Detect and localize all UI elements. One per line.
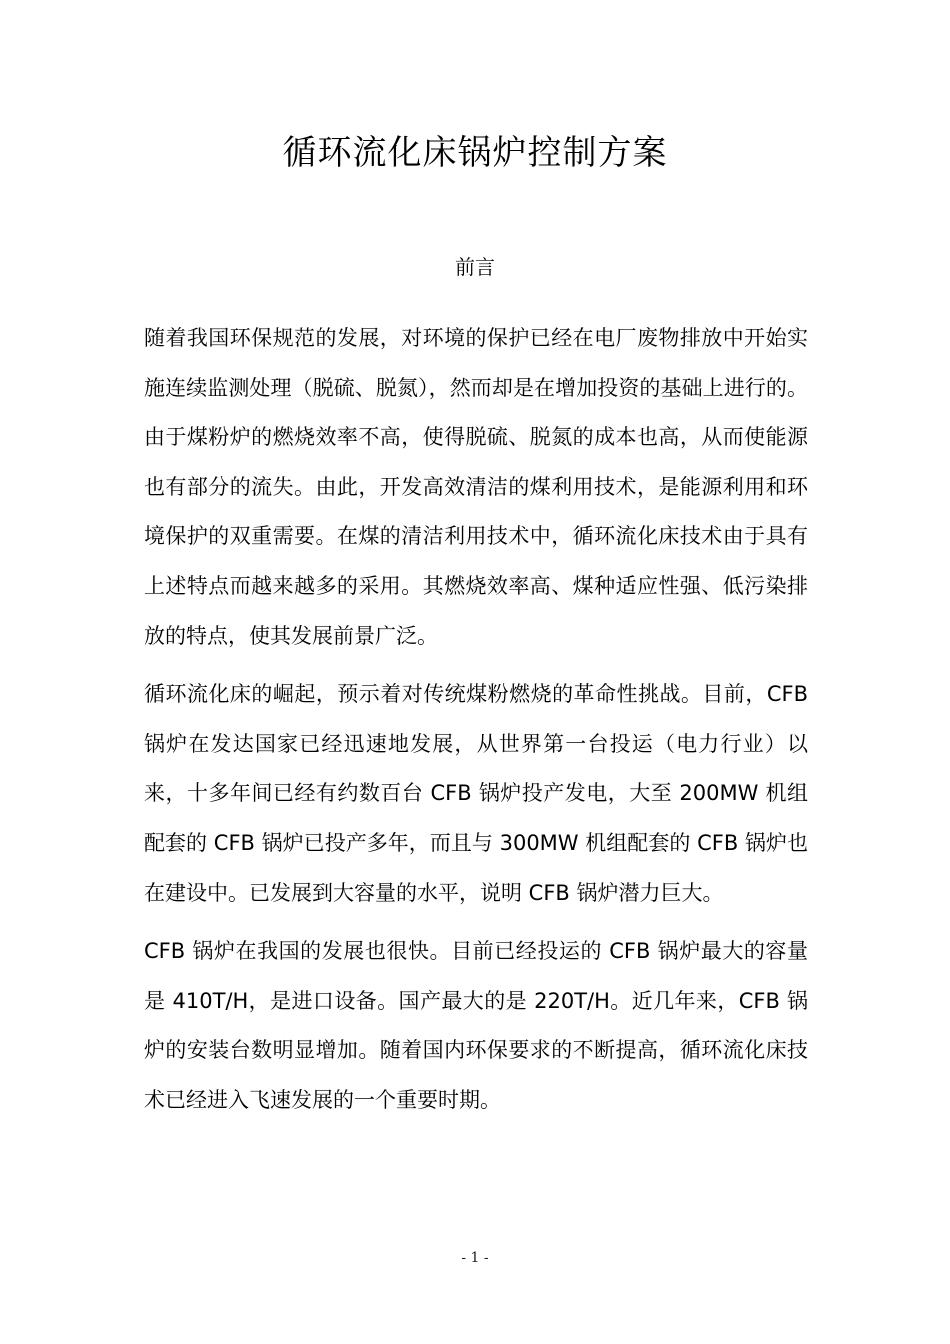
section-heading: 前言: [455, 255, 495, 279]
paragraph: 循环流化床的崛起，预示着对传统煤粉燃烧的革命性挑战。目前，CFB 锅炉在发达国家已经迅速地发展，从世界第一台投运（电力行业）以来，十多年间已经有约数百台 CFB 锅炉投产发电，大至 200MW 机组配套的 CFB 锅炉已投产多年，而且与 300MW 机组配套的 CFB 锅炉也在建设中。已发展到大容量的水平，说明 CFB 锅炉潜力巨大。: [144, 682, 808, 905]
paragraph: CFB 锅炉在我国的发展也很快。目前已经投运的 CFB 锅炉最大的容量是 410T/H，是进口设备。国产最大的是 220T/H。近几年来，CFB 锅炉的安装台数明显增加。随着国内环保要求的不断提高，循环流化床技术已经进入飞速发展的一个重要时期。: [144, 939, 808, 1112]
paragraph: 随着我国环保规范的发展，对环境的保护已经在电厂废物排放中开始实施连续监测处理（脱硫、脱氮），然而却是在增加投资的基础上进行的。由于煤粉炉的燃烧效率不高，使得脱硫、脱氮的成本也高，从而使能源也有部分的流失。由此，开发高效清洁的煤利用技术，是能源利用和环境保护的双重需要。在煤的清洁利用技术中，循环流化床技术由于具有上述特点而越来越多的采用。其燃烧效率高、煤种适应性强、低污染排放的特点，使其发展前景广泛。: [144, 326, 808, 648]
page-number: - 1 -: [461, 1250, 489, 1266]
document-title: 循环流化床锅炉控制方案: [282, 133, 668, 173]
body-text: [144, 314, 808, 1126]
